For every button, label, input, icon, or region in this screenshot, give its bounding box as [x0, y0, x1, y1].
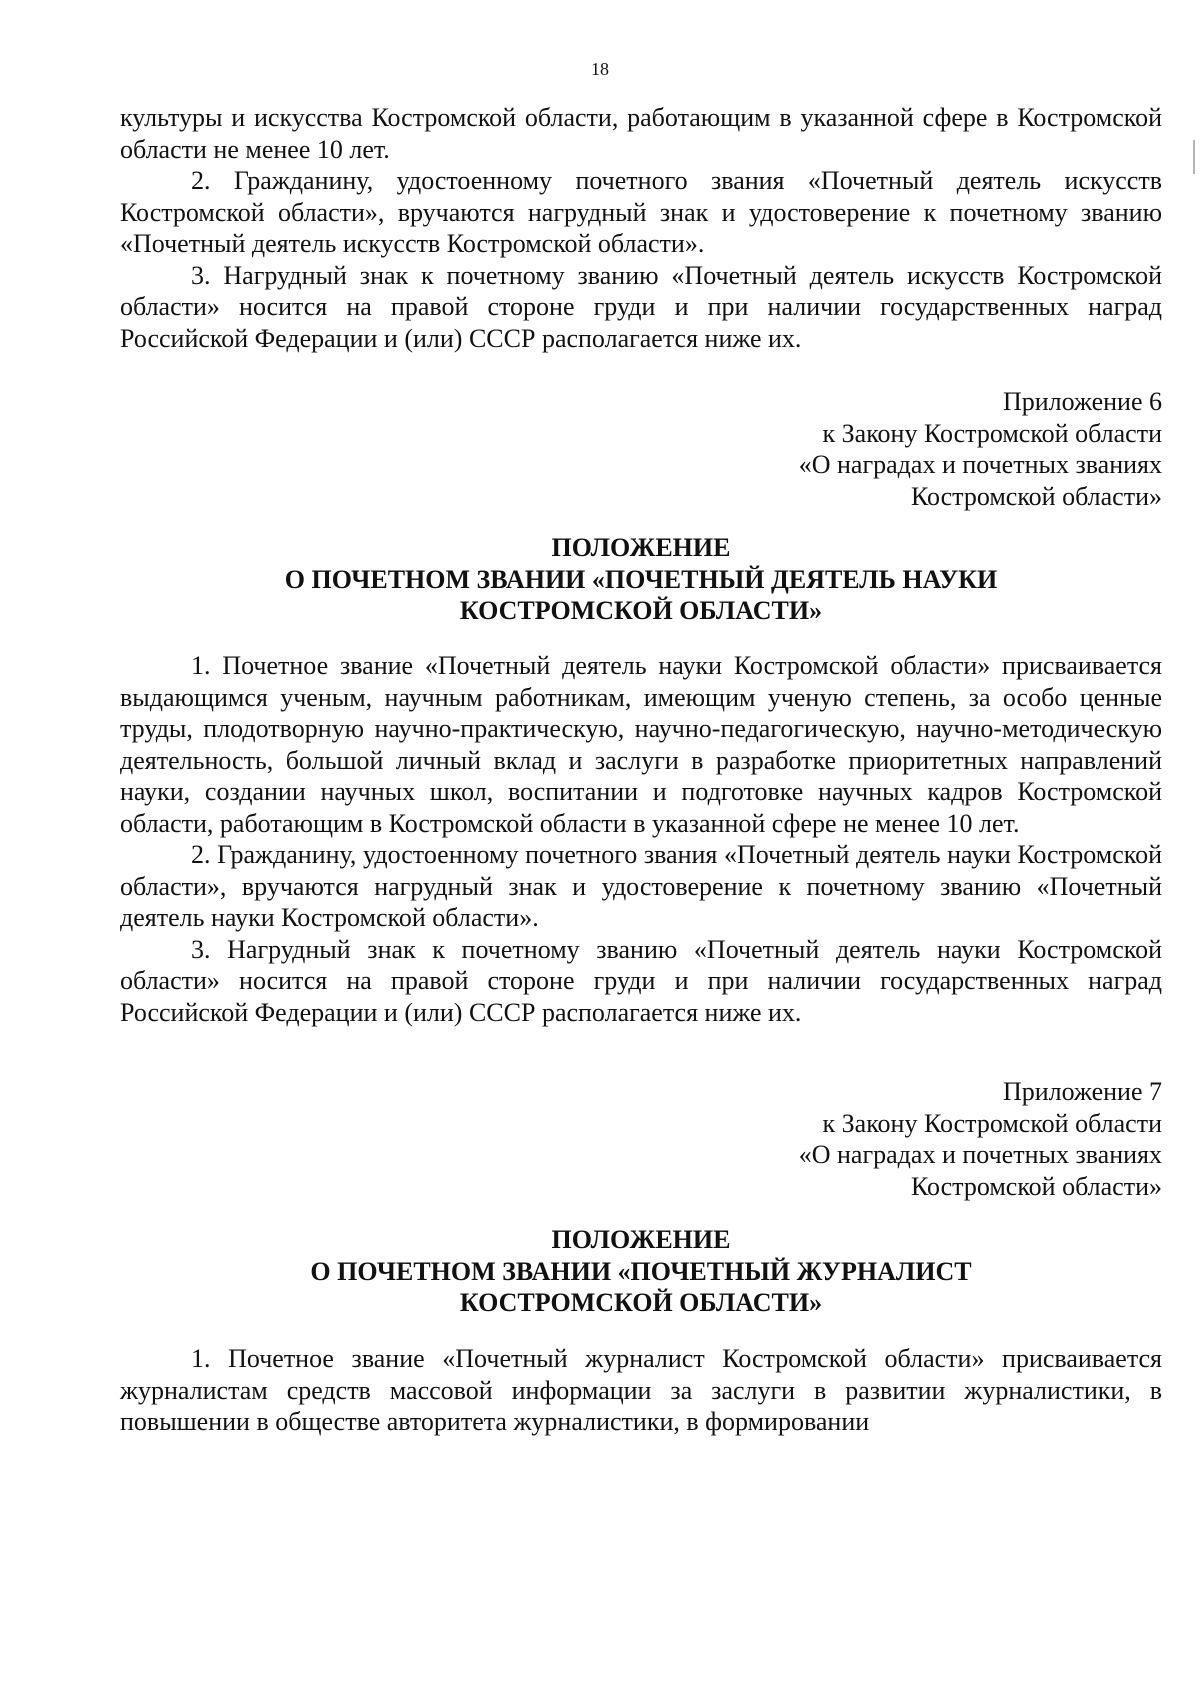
- appendix-line: к Закону Костромской области: [822, 418, 1162, 448]
- appendix-line: Костромской области»: [910, 1171, 1162, 1201]
- page-number: 18: [591, 59, 609, 79]
- appendix-6-reference: [120, 386, 1162, 512]
- heading-line: О ПОЧЕТНОМ ЗВАНИИ «ПОЧЕТНЫЙ ДЕЯТЕЛЬ НАУКИ: [284, 564, 998, 594]
- appendix-line: Приложение 6: [1002, 387, 1162, 416]
- continuation-section: [120, 102, 1162, 354]
- appendix-line: «О наградах и почетных званиях: [798, 450, 1162, 479]
- section-6-title: [120, 532, 1162, 627]
- paragraph: 2. Гражданину, удостоенному почетного звания «Почетный деятель науки Костромской области», вручаются нагрудный знак и удостоверение к почетному званию «Почетный деятель науки Костромской области».: [120, 840, 1162, 932]
- section-7-title: [120, 1224, 1162, 1319]
- scan-edge-mark: [1193, 140, 1195, 174]
- appendix-line: Приложение 7: [1002, 1077, 1162, 1106]
- appendix-line: к Закону Костромской области: [822, 1108, 1162, 1138]
- heading-line: ПОЛОЖЕНИЕ: [551, 1225, 731, 1254]
- section-6-body: [120, 650, 1162, 1028]
- paragraph: 3. Нагрудный знак к почетному званию «Почетный деятель науки Костромской области» носится на правой стороне груди и при наличии государственных наград Российской Федерации и (или) СССР располагается ниже их.: [120, 934, 1162, 1027]
- appendix-7-reference: [120, 1076, 1162, 1202]
- heading-line: КОСТРОМСКОЙ ОБЛАСТИ»: [459, 1288, 823, 1317]
- heading-line: КОСТРОМСКОЙ ОБЛАСТИ»: [459, 596, 823, 625]
- heading-line: О ПОЧЕТНОМ ЗВАНИИ «ПОЧЕТНЫЙ ЖУРНАЛИСТ: [310, 1256, 972, 1286]
- heading-line: ПОЛОЖЕНИЕ: [551, 533, 731, 562]
- section-7-body: [120, 1343, 1162, 1438]
- paragraph: культуры и искусства Костромской области, работающим в указанной сфере в Костромской области не менее 10 лет.: [120, 103, 1162, 164]
- paragraph: 1. Почетное звание «Почетный журналист Костромской области» присваивается журналистам средств массовой информации за заслуги в развитии журналистики, в повышении в обществе авторитета журналистики, в формировании: [120, 1344, 1162, 1436]
- appendix-line: «О наградах и почетных званиях: [798, 1140, 1162, 1169]
- appendix-line: Костромской области»: [910, 481, 1162, 511]
- paragraph: 3. Нагрудный знак к почетному званию «Почетный деятель искусств Костромской области» носится на правой стороне груди и при наличии государственных наград Российской Федерации и (или) СССР располагается ниже их.: [120, 260, 1162, 353]
- paragraph: 2. Гражданину, удостоенному почетного звания «Почетный деятель искусств Костромской области», вручаются нагрудный знак и удостоверение к почетному званию «Почетный деятель искусств Костромской области».: [120, 166, 1162, 258]
- paragraph: 1. Почетное звание «Почетный деятель науки Костромской области» присваивается выдающимся ученым, научным работникам, имеющим ученую степень, за особо ценные труды, плодотворную научно-практическую, научно-педагогическую, научно-методическую деятельность, большой личный вклад и заслуги в разработке приоритетных направлений науки, создании научных школ, воспитании и подготовке научных кадров Костромской области, работающим в Костромской области в указанной сфере не менее 10 лет.: [120, 651, 1162, 838]
